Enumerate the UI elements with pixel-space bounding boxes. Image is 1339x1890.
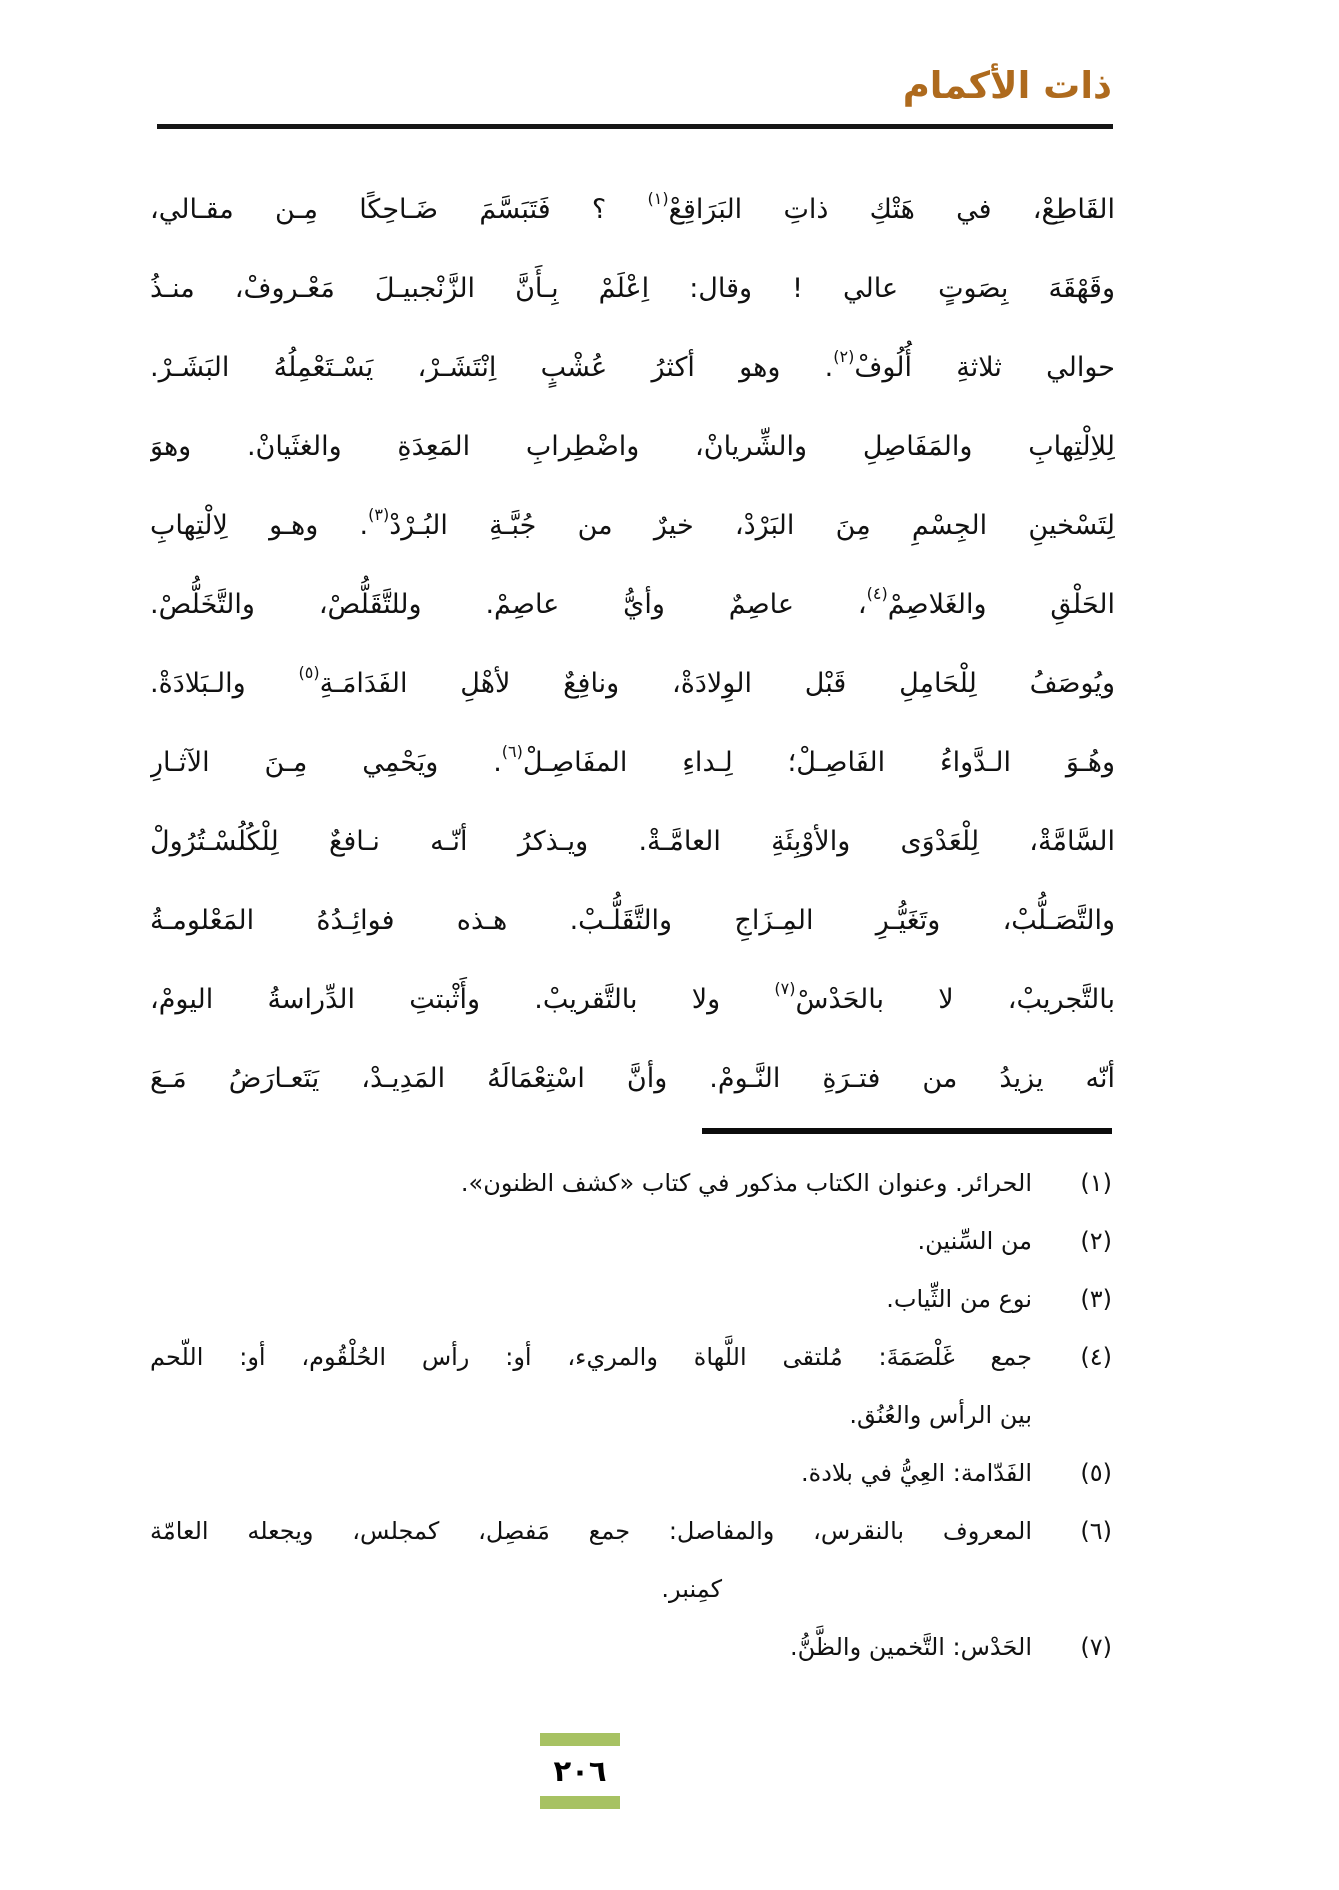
footnote-row (150, 1270, 1112, 1328)
footnote-ref-marker: (٦) (501, 742, 523, 761)
footnote-ref-marker: (٧) (774, 979, 796, 998)
footnote-line: كمِنبر. (661, 1575, 722, 1603)
page-number: ٢٠٦ (553, 1754, 607, 1788)
footnote-row (150, 1444, 1112, 1502)
footnote-number: (٦) (1080, 1517, 1112, 1545)
body-line: والتَّصَـلُّبْ، وتَغَيُّـرِ المِـزَاجِ والتَّقَلُّـبْ. هـذه فوائِـدُهُ المَعْلومـةُ (150, 905, 1115, 936)
header-rule (157, 124, 1113, 129)
footnote-row (150, 1618, 1112, 1676)
footnote-row (150, 1328, 1112, 1444)
footnote-line: جمع غَلْصَمَةَ: مُلتقى اللَّهاة والمريء، أو: رأس الحُلْقُوم، أو: اللّحم (150, 1343, 1032, 1371)
body-line: القَاطِعْ، في هَتْكِ ذاتِ البَرَاقِعْ$^{(١)}$ ؟ فَتَبَسَّمَ ضَـاحِكًا مِـن مقـالي، (150, 189, 1115, 225)
footnote-text (150, 1212, 1032, 1270)
footnote-text (150, 1444, 1032, 1502)
body-line: لِتَسْخينِ الجِسْمِ مِنَ البَرْدْ، خيرٌ من جُبَّـةِ البُـرْدْ$^{(٣)}$. وهـو لِالْتِهابِ (150, 505, 1115, 541)
footnote-row (150, 1502, 1112, 1618)
footnote-line: المعروف بالنقرس، والمفاصل: جمع مَفصِل، كمجلس، ويجعله العامّة (150, 1517, 1032, 1545)
page-number-top-bar (540, 1733, 620, 1746)
page-number-bottom-bar (540, 1796, 620, 1809)
body-line: لِلاِلْتِهابِ والمَفَاصِلِ والشِّريانْ، واضْطِرابِ المَعِدَةِ والغثَيانْ. وهوَ (150, 431, 1115, 462)
footnote-ref-marker: (٤) (866, 584, 888, 603)
footnote-line: الفَدّامة: العِيُّ في بلادة. (800, 1459, 1032, 1487)
footnote-number: (٥) (1080, 1459, 1112, 1487)
footnote-line: بين الرأس والعُنُق. (849, 1401, 1032, 1429)
body-line: السَّامَّةْ، لِلْعَدْوَى والأوْبِئَةِ العامَّـةْ. ويـذكرُ أنّـه نـافعٌ لِلْكُلُسْـتُرُولْ (150, 826, 1115, 857)
footnote-separator (702, 1128, 1112, 1134)
footnote-line: من السِّنين. (917, 1227, 1032, 1255)
body-line: الحَلْقِ والغَلاصِمْ$^{(٤)}$، عاصِمٌ وأيُّ عاصِمْ. وللتَّقَلُّصْ، والتَّخَلُّصْ. (150, 584, 1115, 620)
page-number-block (540, 1733, 620, 1809)
footnote-text (150, 1328, 1032, 1444)
footnote-number: (٤) (1080, 1343, 1112, 1371)
footnote-text (150, 1154, 1032, 1212)
body-line: بالتَّجريبْ، لا بالحَدْسْ$^{(٧)}$ ولا بالتَّقريبْ. وأَثْبتتِ الدِّراسةُ اليومْ، (150, 979, 1115, 1015)
body-line: أنّه يزيدُ من فتـرَةِ النَّـومْ. وأنَّ اسْتِعْمَالَهُ المَدِيـدْ، يَتَعـارَضُ مَـعَ (150, 1063, 1115, 1094)
footnote-ref-marker: (١) (647, 189, 669, 208)
footnote-text (150, 1618, 1032, 1676)
footnote-number: (٧) (1080, 1633, 1112, 1661)
footnote-number: (٣) (1080, 1285, 1112, 1313)
body-text (150, 170, 1115, 1118)
footnote-ref-marker: (٢) (833, 347, 855, 366)
footnote-text (150, 1270, 1032, 1328)
footnote-line: الحَدْس: التَّخمين والظَّنُّ. (790, 1633, 1032, 1661)
body-line: حوالي ثلاثةِ أُلُوفْ$^{(٢)}$. وهو أكثرُ عُشْبٍ اِنْتَشَـرْ، يَسْـتَعْمِلُهُ البَشَـرْ. (150, 347, 1115, 383)
footnote-ref-marker: (٣) (368, 505, 390, 524)
body-line: ويُوصَفُ لِلْحَامِلِ قَبْل الوِلادَةْ، ونافِعٌ لأهْلِ الفَدَامَـةِ$^{(٥)}$ والـبَلادَةْ. (150, 663, 1115, 699)
body-line: وهُـوَ الـدَّواءُ الفَاصِـلْ؛ لِـداءِ المفَاصِـلْ$^{(٦)}$. ويَحْمِي مِـنَ الآثـارِ (150, 742, 1115, 778)
footnote-ref-marker: (٥) (298, 663, 320, 682)
footnote-line: الحرائر. وعنوان الكتاب مذكور في كتاب «كشف الظنون». (460, 1169, 1032, 1197)
footnotes-section (150, 1154, 1112, 1676)
page-title: ذات الأكمام (902, 64, 1112, 107)
footnote-row (150, 1212, 1112, 1270)
footnote-number: (١) (1080, 1169, 1112, 1197)
footnote-text (150, 1502, 1032, 1618)
footnote-number: (٢) (1080, 1227, 1112, 1255)
footnote-line: نوع من الثِّياب. (886, 1285, 1032, 1313)
body-line: وقَهْقَهَ بِصَوتٍ عالي ! وقال: اِعْلَمْ بِـأَنَّ الزَّنْجبيـلَ مَعْـروفْ، منـذُ (150, 273, 1115, 304)
footnote-row (150, 1154, 1112, 1212)
